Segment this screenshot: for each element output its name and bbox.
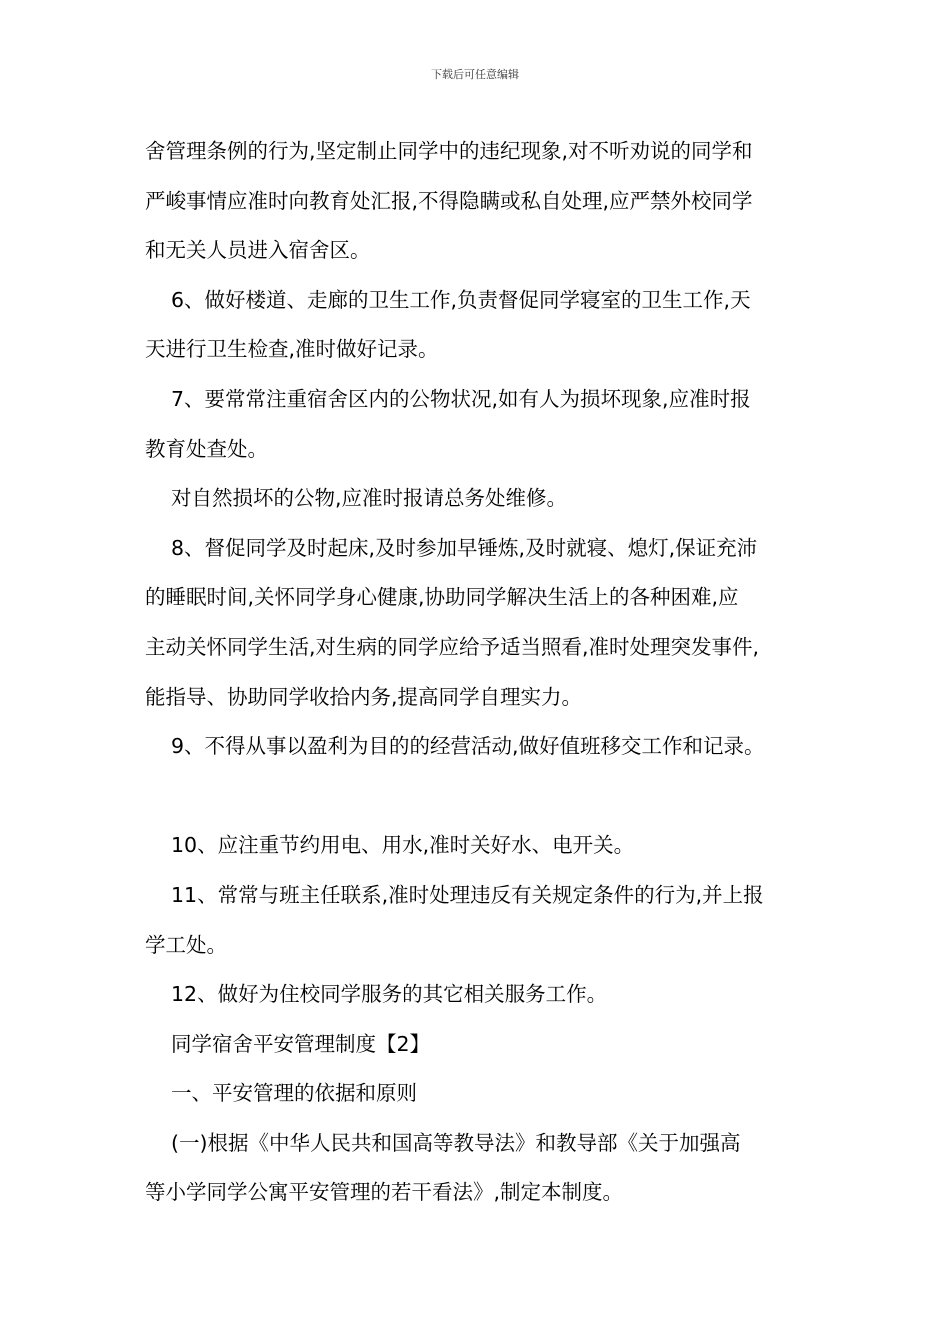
- page-header: 下载后可任意编辑: [431, 68, 519, 81]
- text-line: (一)根据《中华人民共和国高等教导法》和教导部《关于加强高: [171, 1130, 741, 1155]
- section-heading: 一、平安管理的依据和原则: [171, 1081, 417, 1106]
- text-line: 对自然损坏的公物,应准时报请总务处维修。: [171, 486, 568, 511]
- text-line: 严峻事情应准时向教育处汇报,不得隐瞒或私自处理,应严禁外校同学: [145, 188, 753, 213]
- text-line: 9、不得从事以盈利为目的的经营活动,做好值班移交工作和记录。: [171, 734, 765, 759]
- text-line: 10、应注重节约用电、用水,准时关好水、电开关。: [171, 833, 635, 858]
- text-line: 等小学同学公寓平安管理的若干看法》,制定本制度。: [145, 1180, 624, 1205]
- text-line: 的睡眠时间,关怀同学身心健康,协助同学解决生活上的各种困难,应: [145, 585, 739, 610]
- document-body: [145, 127, 820, 1218]
- text-line: 7、要常常注重宿舍区内的公物状况,如有人为损坏现象,应准时报: [171, 386, 751, 411]
- text-line: 11、常常与班主任联系,准时处理违反有关规定条件的行为,并上报: [171, 882, 764, 907]
- text-line: 教育处查处。: [145, 436, 268, 461]
- text-line: 6、做好楼道、走廊的卫生工作,负责督促同学寝室的卫生工作,天: [171, 287, 751, 312]
- blank-line: [145, 772, 820, 822]
- text-line: 能指导、协助同学收拾内务,提高同学自理实力。: [145, 684, 583, 709]
- text-line: 天进行卫生检查,准时做好记录。: [145, 337, 439, 362]
- text-line: 和无关人员进入宿舍区。: [145, 238, 371, 263]
- text-line: 主动关怀同学生活,对生病的同学应给予适当照看,准时处理突发事件,: [145, 634, 760, 659]
- section-title: 同学宿舍平安管理制度【2】: [171, 1031, 431, 1056]
- text-line: 学工处。: [145, 932, 227, 957]
- text-line: 舍管理条例的行为,坚定制止同学中的违纪现象,对不听劝说的同学和: [145, 139, 753, 163]
- text-line: 12、做好为住校同学服务的其它相关服务工作。: [171, 982, 608, 1007]
- text-line: 8、督促同学及时起床,及时参加早锤炼,及时就寝、熄灯,保证充沛: [171, 535, 758, 560]
